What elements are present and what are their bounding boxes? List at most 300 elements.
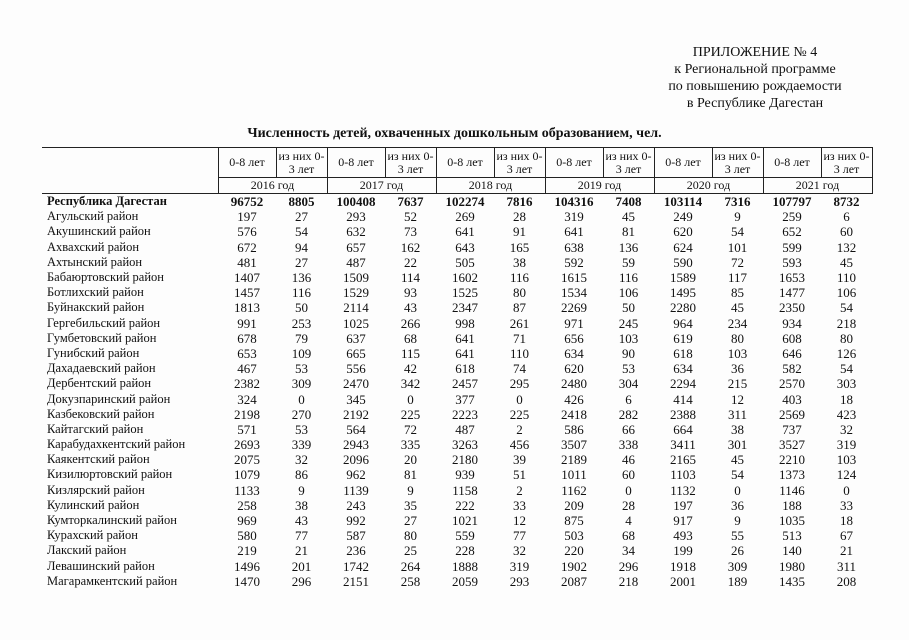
cell-value: 126: [836, 345, 857, 361]
district-name: Лакский район: [47, 543, 127, 558]
cell-value: 0: [625, 482, 632, 498]
cell-value: 423: [836, 406, 857, 422]
cell-value: 6: [625, 391, 632, 407]
cell-value: 219: [237, 543, 257, 559]
district-name: Докузпаринский район: [47, 391, 171, 406]
cell-value: 222: [455, 497, 475, 513]
cell-value: 599: [782, 239, 802, 255]
cell-value: 54: [295, 224, 308, 240]
cell-value: 6: [843, 209, 850, 225]
cell-value: 107797: [772, 194, 812, 210]
cell-value: 71: [513, 330, 526, 346]
cell-value: 0: [734, 482, 741, 498]
district-name: Магарамкентский район: [47, 573, 178, 588]
cell-value: 55: [731, 528, 744, 544]
cell-value: 28: [513, 209, 526, 225]
cell-value: 672: [237, 239, 257, 255]
cell-value: 54: [840, 300, 853, 316]
cell-value: 103: [836, 452, 857, 468]
cell-value: 162: [400, 239, 421, 255]
col-header-age-0-8: 0-8 лет: [545, 148, 603, 178]
cell-value: 641: [455, 224, 475, 240]
cell-value: 0: [516, 391, 523, 407]
cell-value: 646: [782, 345, 802, 361]
cell-value: 342: [400, 376, 421, 392]
cell-value: 641: [564, 224, 584, 240]
table-row: [42, 422, 872, 437]
district-name: Республика Дагестан: [47, 194, 167, 209]
cell-value: 481: [237, 254, 257, 270]
cell-value: 9: [734, 513, 741, 529]
table-row: [42, 513, 872, 528]
cell-value: 9: [734, 209, 741, 225]
cell-value: 303: [836, 376, 857, 392]
cell-value: 634: [673, 361, 693, 377]
cell-value: 3411: [670, 437, 696, 453]
cell-value: 67: [840, 528, 853, 544]
cell-value: 3263: [452, 437, 478, 453]
cell-value: 2280: [670, 300, 696, 316]
cell-value: 27: [295, 209, 308, 225]
table-row: [42, 209, 872, 224]
cell-value: 77: [513, 528, 526, 544]
table-row: [42, 574, 872, 589]
cell-value: 593: [782, 254, 802, 270]
cell-value: 140: [782, 543, 802, 559]
year-header: 2016 год: [218, 178, 327, 194]
district-name: Дербентский район: [47, 376, 152, 391]
cell-value: 608: [782, 330, 802, 346]
col-header-age-0-8: 0-8 лет: [218, 148, 276, 178]
cell-value: 27: [295, 254, 308, 270]
district-name: Курахский район: [47, 528, 138, 543]
table-row: [42, 498, 872, 513]
district-name: Бабаюртовский район: [47, 270, 164, 285]
cell-value: 487: [346, 254, 366, 270]
cell-value: 60: [622, 467, 635, 483]
cell-value: 587: [346, 528, 366, 544]
cell-value: 656: [564, 330, 584, 346]
cell-value: 21: [840, 543, 853, 559]
cell-value: 1529: [343, 285, 369, 301]
col-header-age-0-8: 0-8 лет: [763, 148, 821, 178]
cell-value: 2480: [561, 376, 587, 392]
cell-value: 319: [836, 437, 857, 453]
cell-value: 253: [291, 315, 312, 331]
cell-value: 634: [564, 345, 584, 361]
cell-value: 188: [782, 497, 802, 513]
cell-value: 643: [455, 239, 475, 255]
cell-value: 1158: [452, 482, 478, 498]
cell-value: 1980: [779, 558, 805, 574]
cell-value: 80: [404, 528, 417, 544]
cell-value: 1653: [779, 270, 805, 286]
cell-value: 2: [516, 421, 523, 437]
cell-value: 18: [840, 391, 853, 407]
cell-value: 618: [455, 361, 475, 377]
cell-value: 969: [237, 513, 257, 529]
cell-value: 2198: [234, 406, 260, 422]
cell-value: 311: [836, 558, 857, 574]
cell-value: 637: [346, 330, 366, 346]
cell-value: 215: [727, 376, 748, 392]
cell-value: 66: [622, 421, 635, 437]
cell-value: 165: [509, 239, 530, 255]
cell-value: 1509: [343, 270, 369, 286]
year-header: 2017 год: [327, 178, 436, 194]
cell-value: 1615: [561, 270, 587, 286]
cell-value: 1525: [452, 285, 478, 301]
cell-value: 295: [509, 376, 530, 392]
cell-value: 12: [731, 391, 744, 407]
annex-line: к Региональной программе: [674, 62, 836, 77]
cell-value: 678: [237, 330, 257, 346]
cell-value: 72: [404, 421, 417, 437]
cell-value: 259: [782, 209, 802, 225]
cell-value: 91: [513, 224, 526, 240]
cell-value: 38: [731, 421, 744, 437]
cell-value: 258: [237, 497, 257, 513]
district-name: Левашинский район: [47, 558, 155, 573]
cell-value: 43: [295, 513, 308, 529]
cell-value: 641: [455, 330, 475, 346]
cell-value: 50: [295, 300, 308, 316]
cell-value: 42: [404, 361, 417, 377]
cell-value: 2943: [343, 437, 369, 453]
cell-value: 36: [731, 497, 744, 513]
table-row: [42, 346, 872, 361]
cell-value: 2192: [343, 406, 369, 422]
cell-value: 1457: [234, 285, 260, 301]
district-name: Гунибский район: [47, 345, 140, 360]
cell-value: 309: [291, 376, 312, 392]
table-body: [42, 194, 872, 589]
cell-value: 90: [622, 345, 635, 361]
cell-value: 80: [731, 330, 744, 346]
cell-value: 9: [407, 482, 414, 498]
cell-value: 939: [455, 467, 475, 483]
cell-value: 917: [673, 513, 693, 529]
cell-value: 197: [673, 497, 693, 513]
table-row: [42, 467, 872, 482]
cell-value: 632: [346, 224, 366, 240]
cell-value: 345: [346, 391, 366, 407]
cell-value: 493: [673, 528, 693, 544]
cell-value: 505: [455, 254, 475, 270]
district-name: Гумбетовский район: [47, 330, 157, 345]
district-name: Кизилюртовский район: [47, 467, 173, 482]
cell-value: 282: [618, 406, 639, 422]
cell-value: 33: [513, 497, 526, 513]
cell-value: 2165: [670, 452, 696, 468]
cell-value: 293: [346, 209, 366, 225]
year-header: 2019 год: [545, 178, 654, 194]
cell-value: 335: [400, 437, 421, 453]
data-table: [42, 147, 873, 589]
cell-value: 96752: [230, 194, 264, 210]
cell-value: 258: [400, 573, 421, 589]
cell-value: 964: [673, 315, 693, 331]
cell-value: 53: [622, 361, 635, 377]
table-row: [42, 376, 872, 391]
col-header-age-0-8: 0-8 лет: [654, 148, 712, 178]
cell-value: 35: [404, 497, 417, 513]
table-row: [42, 300, 872, 315]
cell-value: 12: [513, 513, 526, 529]
cell-value: 2223: [452, 406, 478, 422]
cell-value: 653: [237, 345, 257, 361]
cell-value: 110: [509, 345, 530, 361]
col-header-age-0-8: 0-8 лет: [436, 148, 494, 178]
cell-value: 45: [622, 209, 635, 225]
cell-value: 80: [513, 285, 526, 301]
cell-value: 296: [291, 573, 312, 589]
col-header-age-0-3: из них 0-3 лет: [821, 148, 872, 178]
cell-value: 80: [840, 330, 853, 346]
cell-value: 414: [673, 391, 693, 407]
cell-value: 32: [513, 543, 526, 559]
table-row: [42, 285, 872, 300]
cell-value: 377: [455, 391, 475, 407]
cell-value: 2570: [779, 376, 805, 392]
cell-value: 618: [673, 345, 693, 361]
cell-value: 85: [731, 285, 744, 301]
cell-value: 81: [622, 224, 635, 240]
cell-value: 992: [346, 513, 366, 529]
district-name: Каякентский район: [47, 452, 150, 467]
cell-value: 26: [731, 543, 744, 559]
cell-value: 296: [618, 558, 639, 574]
cell-value: 309: [727, 558, 748, 574]
cell-value: 7816: [506, 194, 533, 210]
cell-value: 998: [455, 315, 475, 331]
cell-value: 3527: [779, 437, 805, 453]
cell-value: 94: [295, 239, 308, 255]
cell-value: 665: [346, 345, 366, 361]
cell-value: 513: [782, 528, 802, 544]
cell-value: 619: [673, 330, 693, 346]
name-column-header: [42, 148, 218, 194]
cell-value: 270: [291, 406, 312, 422]
cell-value: 456: [509, 437, 530, 453]
cell-value: 68: [404, 330, 417, 346]
cell-value: 68: [622, 528, 635, 544]
cell-value: 1132: [670, 482, 696, 498]
cell-value: 33: [840, 497, 853, 513]
table-row: [42, 391, 872, 406]
table-row: [42, 224, 872, 239]
cell-value: 1035: [779, 513, 805, 529]
cell-value: 72: [731, 254, 744, 270]
district-name: Дахадаевский район: [47, 361, 156, 376]
table-header: [42, 148, 872, 194]
cell-value: 38: [295, 497, 308, 513]
table-row: [42, 240, 872, 255]
cell-value: 7316: [724, 194, 751, 210]
cell-value: 2269: [561, 300, 587, 316]
cell-value: 971: [564, 315, 584, 331]
cell-value: 2388: [670, 406, 696, 422]
cell-value: 1589: [670, 270, 696, 286]
annex-line: по повышению рождаемости: [668, 79, 842, 94]
cell-value: 0: [843, 482, 850, 498]
cell-value: 1162: [561, 482, 587, 498]
cell-value: 2470: [343, 376, 369, 392]
cell-value: 102274: [445, 194, 485, 210]
cell-value: 1103: [670, 467, 696, 483]
district-name: Буйнакский район: [47, 300, 145, 315]
cell-value: 124: [836, 467, 857, 483]
cell-value: 20: [404, 452, 417, 468]
cell-value: 7637: [397, 194, 424, 210]
document-title: Численность детей, охваченных дошкольным образованием, чел.: [247, 126, 662, 141]
cell-value: 1813: [234, 300, 260, 316]
cell-value: 225: [509, 406, 530, 422]
cell-value: 2457: [452, 376, 478, 392]
cell-value: 2151: [343, 573, 369, 589]
cell-value: 115: [400, 345, 421, 361]
cell-value: 116: [618, 270, 639, 286]
cell-value: 34: [622, 543, 635, 559]
cell-value: 22: [404, 254, 417, 270]
cell-value: 1495: [670, 285, 696, 301]
col-header-age-0-8: 0-8 лет: [327, 148, 385, 178]
cell-value: 201: [291, 558, 312, 574]
cell-value: 136: [618, 239, 639, 255]
cell-value: 582: [782, 361, 802, 377]
cell-value: 1742: [343, 558, 369, 574]
cell-value: 664: [673, 421, 693, 437]
table-row: [42, 437, 872, 452]
cell-value: 2189: [561, 452, 587, 468]
cell-value: 304: [618, 376, 639, 392]
cell-value: 4: [625, 513, 632, 529]
district-name: Агульский район: [47, 209, 139, 224]
cell-value: 620: [564, 361, 584, 377]
cell-value: 52: [404, 209, 417, 225]
district-name: Кизлярский район: [47, 482, 145, 497]
cell-value: 8732: [833, 194, 860, 210]
cell-value: 234: [727, 315, 748, 331]
cell-value: 1021: [452, 513, 478, 529]
col-header-age-0-3: из них 0-3 лет: [494, 148, 545, 178]
cell-value: 7408: [615, 194, 642, 210]
cell-value: 2693: [234, 437, 260, 453]
annex-block: [620, 44, 890, 112]
cell-value: 2382: [234, 376, 260, 392]
col-header-age-0-3: из них 0-3 лет: [712, 148, 763, 178]
cell-value: 624: [673, 239, 693, 255]
cell-value: 81: [404, 467, 417, 483]
col-header-age-0-3: из них 0-3 лет: [276, 148, 327, 178]
cell-value: 426: [564, 391, 584, 407]
cell-value: 620: [673, 224, 693, 240]
cell-value: 1888: [452, 558, 478, 574]
cell-value: 243: [346, 497, 366, 513]
cell-value: 18: [840, 513, 853, 529]
cell-value: 293: [509, 573, 530, 589]
table-row: [42, 361, 872, 376]
cell-value: 209: [564, 497, 584, 513]
total-row: [42, 194, 872, 210]
cell-value: 43: [404, 300, 417, 316]
cell-value: 1407: [234, 270, 260, 286]
cell-value: 1373: [779, 467, 805, 483]
cell-value: 319: [564, 209, 584, 225]
cell-value: 79: [295, 330, 308, 346]
cell-value: 45: [731, 452, 744, 468]
cell-value: 114: [400, 270, 421, 286]
cell-value: 1146: [779, 482, 805, 498]
cell-value: 236: [346, 543, 366, 559]
cell-value: 1011: [561, 467, 587, 483]
cell-value: 220: [564, 543, 584, 559]
cell-value: 116: [291, 285, 312, 301]
cell-value: 652: [782, 224, 802, 240]
cell-value: 0: [298, 391, 305, 407]
cell-value: 2059: [452, 573, 478, 589]
cell-value: 269: [455, 209, 475, 225]
cell-value: 264: [400, 558, 421, 574]
table-row: [42, 483, 872, 498]
cell-value: 592: [564, 254, 584, 270]
cell-value: 54: [731, 467, 744, 483]
cell-value: 2096: [343, 452, 369, 468]
cell-value: 117: [727, 270, 748, 286]
district-name: Ахтынский район: [47, 254, 143, 269]
cell-value: 576: [237, 224, 257, 240]
cell-value: 1025: [343, 315, 369, 331]
table-row: [42, 316, 872, 331]
cell-value: 73: [404, 224, 417, 240]
col-header-age-0-3: из них 0-3 лет: [603, 148, 654, 178]
district-name: Кайтагский район: [47, 421, 144, 436]
cell-value: 1477: [779, 285, 805, 301]
cell-value: 51: [513, 467, 526, 483]
cell-value: 590: [673, 254, 693, 270]
cell-value: 261: [509, 315, 530, 331]
cell-value: 27: [404, 513, 417, 529]
cell-value: 559: [455, 528, 475, 544]
table-row: [42, 543, 872, 558]
cell-value: 1918: [670, 558, 696, 574]
cell-value: 564: [346, 421, 366, 437]
cell-value: 311: [727, 406, 748, 422]
cell-value: 2087: [561, 573, 587, 589]
cell-value: 54: [840, 361, 853, 377]
cell-value: 77: [295, 528, 308, 544]
cell-value: 50: [622, 300, 635, 316]
cell-value: 991: [237, 315, 257, 331]
cell-value: 189: [727, 573, 748, 589]
cell-value: 875: [564, 513, 584, 529]
cell-value: 28: [622, 497, 635, 513]
cell-value: 116: [509, 270, 530, 286]
cell-value: 403: [782, 391, 802, 407]
cell-value: 556: [346, 361, 366, 377]
cell-value: 1139: [343, 482, 369, 498]
cell-value: 103: [727, 345, 748, 361]
cell-value: 21: [295, 543, 308, 559]
district-name: Ботлихский район: [47, 285, 144, 300]
district-name: Акушинский район: [47, 224, 151, 239]
cell-value: 1534: [561, 285, 587, 301]
cell-value: 339: [291, 437, 312, 453]
cell-value: 218: [618, 573, 639, 589]
cell-value: 2347: [452, 300, 478, 316]
cell-value: 487: [455, 421, 475, 437]
cell-value: 2210: [779, 452, 805, 468]
